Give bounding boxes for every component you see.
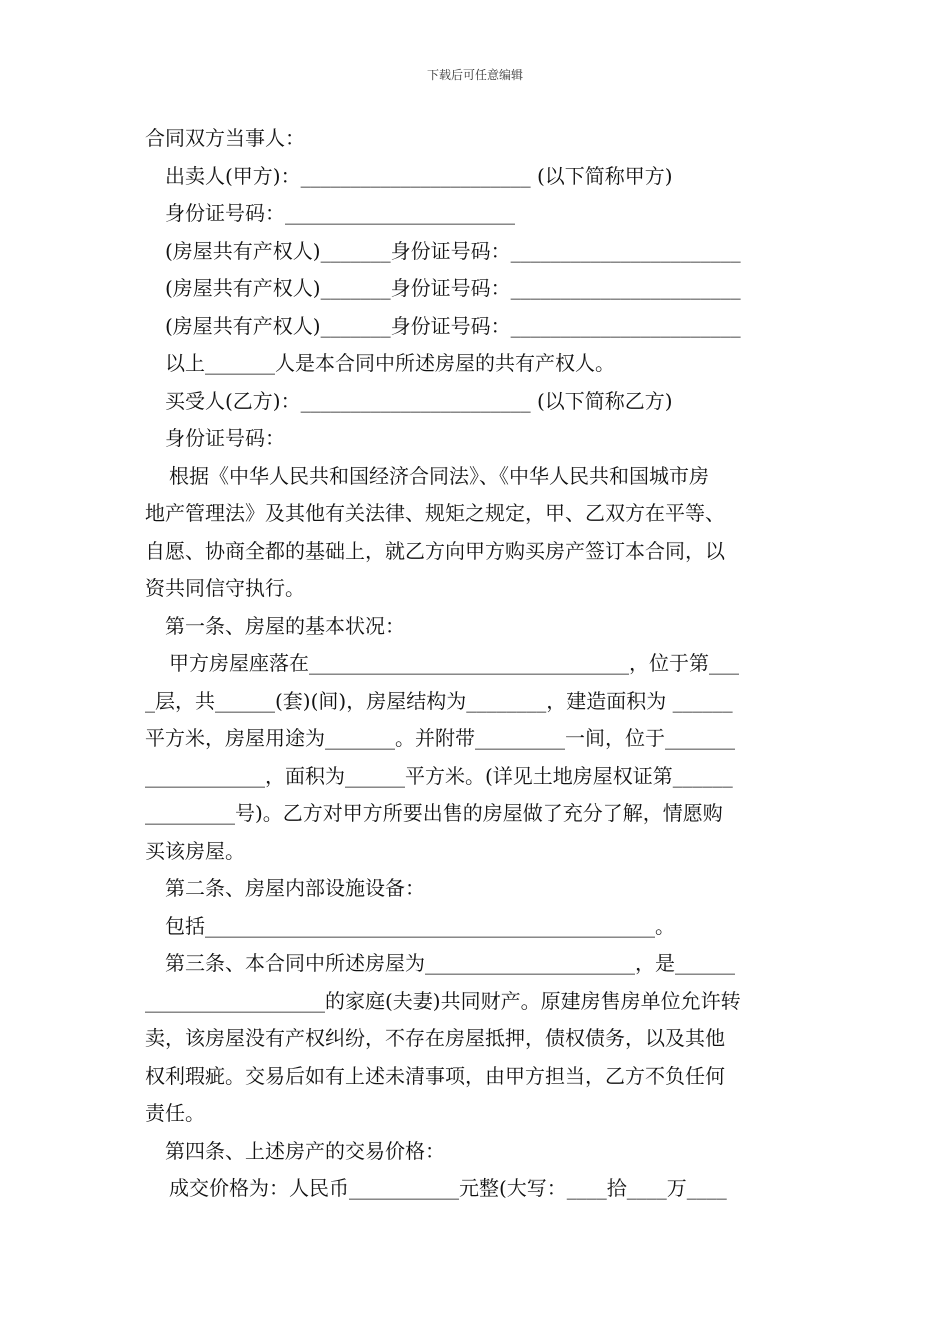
contract-line: 地产管理法》及其他有关法律、规矩之规定，甲、乙双方在平等、 bbox=[145, 501, 725, 525]
contract-line: 甲方房屋座落在________________________________，位于第___ bbox=[169, 651, 739, 675]
contract-line: 身份证号码： bbox=[165, 426, 285, 450]
contract-line: (房屋共有产权人)_______身份证号码：_______________________ bbox=[165, 276, 741, 300]
contract-line: 买受人(乙方)：_______________________ (以下简称乙方) bbox=[165, 388, 673, 413]
contract-line: 成交价格为：人民币___________元整(大写：____拾____万____ bbox=[169, 1176, 727, 1200]
contract-line: 合同双方当事人： bbox=[145, 126, 305, 150]
page-header: 下载后可任意编辑 bbox=[426, 68, 523, 82]
contract-line: 卖，该房屋没有产权纠纷，不存在房屋抵押，债权债务，以及其他 bbox=[145, 1026, 725, 1050]
contract-line: 以上_______人是本合同中所述房屋的共有产权人。 bbox=[165, 351, 615, 375]
contract-line: 第四条、上述房产的交易价格： bbox=[165, 1138, 445, 1163]
contract-line: 包括_____________________________________________。 bbox=[165, 913, 675, 938]
contract-line: 资共同信守执行。 bbox=[145, 576, 305, 600]
contract-line: 平方米，房屋用途为_______。并附带_________一间，位于_______ bbox=[145, 726, 735, 750]
contract-line: 第三条、本合同中所述房屋为_____________________，是______ bbox=[165, 951, 735, 975]
contract-line: ____________，面积为______平方米。(详见土地房屋权证第______ bbox=[145, 763, 733, 788]
contract-body bbox=[145, 120, 807, 1208]
contract-line: (房屋共有产权人)_______身份证号码：_______________________ bbox=[165, 313, 741, 338]
contract-line: 第一条、房屋的基本状况： bbox=[165, 613, 405, 638]
contract-line: 根据《中华人民共和国经济合同法》、《中华人民共和国城市房 bbox=[169, 463, 709, 488]
contract-line: 出卖人(甲方)：_______________________ (以下简称甲方) bbox=[165, 163, 673, 188]
contract-line: 权利瑕疵。交易后如有上述未清事项，由甲方担当，乙方不负任何 bbox=[145, 1063, 725, 1088]
contract-line: 身份证号码：_______________________ bbox=[165, 201, 515, 225]
contract-line: 责任。 bbox=[145, 1101, 205, 1125]
contract-line: __________________的家庭(夫妻)共同财产。原建房售房单位允许转 bbox=[145, 988, 741, 1013]
contract-line: _________号)。乙方对甲方所要出售的房屋做了充分了解，情愿购 bbox=[145, 801, 723, 825]
contract-line: (房屋共有产权人)_______身份证号码：_______________________ bbox=[165, 238, 741, 263]
contract-line: 买该房屋。 bbox=[145, 838, 245, 863]
contract-line: 自愿、协商全都的基础上，就乙方向甲方购买房产签订本合同，以 bbox=[145, 538, 725, 563]
contract-line: 第二条、房屋内部设施设备： bbox=[165, 876, 425, 900]
contract-line: _层，共______(套)(间)，房屋结构为________，建造面积为 ______ bbox=[145, 688, 733, 713]
